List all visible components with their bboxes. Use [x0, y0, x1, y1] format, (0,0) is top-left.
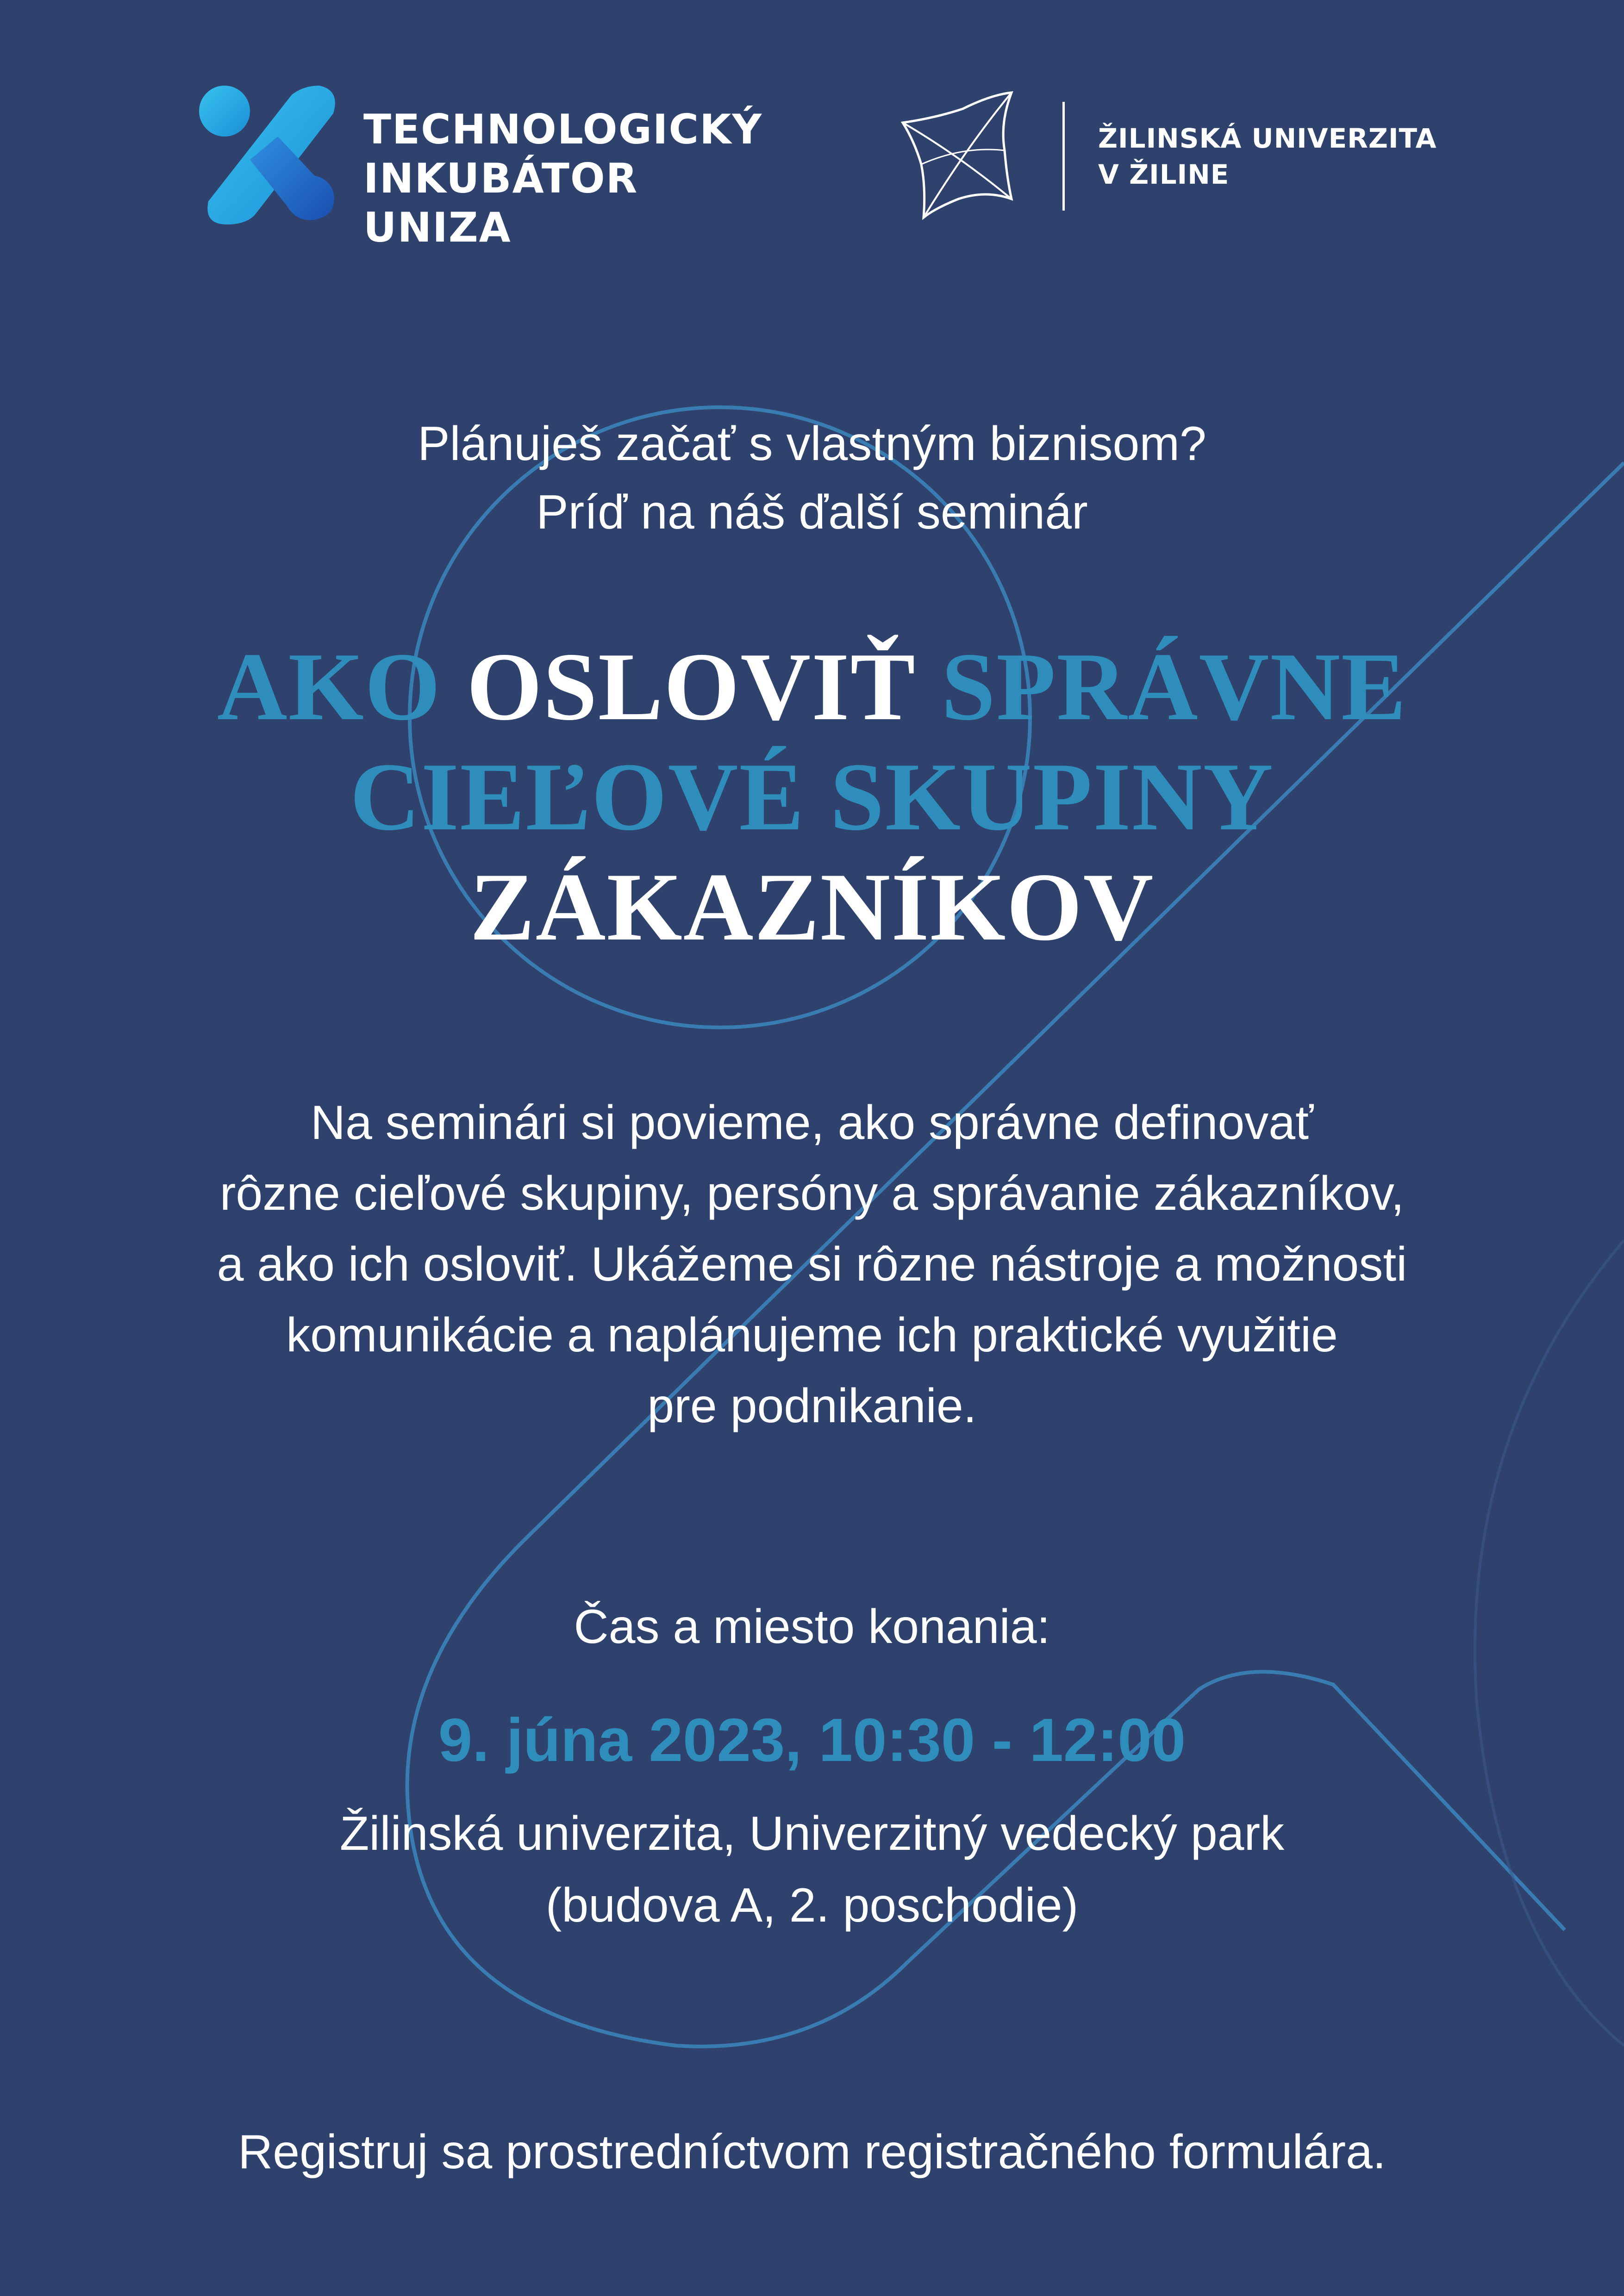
incubator-logo-name — [363, 105, 801, 252]
place-line1: Žilinská univerzita, Univerzitný vedecký park — [339, 1807, 1285, 1860]
description-line5: pre podnikanie. — [647, 1379, 977, 1433]
intro-text — [0, 410, 1624, 547]
incubator-logo — [199, 86, 801, 251]
title-word-spravne: SPRÁVNE — [941, 633, 1407, 740]
university-logo-name — [1098, 120, 1437, 193]
event-place — [0, 1798, 1624, 1941]
description-line3: a ako ich osloviť. Ukážeme si rôzne nástroje a možnosti — [217, 1238, 1407, 1291]
description-line2: rôzne cieľové skupiny, persóny a správanie zákazníkov, — [219, 1167, 1405, 1220]
description-line4: komunikácie a naplánujeme ich praktické využitie — [286, 1308, 1338, 1362]
title-line1 — [0, 632, 1624, 742]
place-line2: (budova A, 2. poschodie) — [545, 1879, 1079, 1932]
incubator-name-line2: INKUBÁTOR UNIZA — [363, 155, 638, 251]
title-word-oslovit: OSLOVIŤ — [466, 633, 916, 740]
university-star-icon — [898, 90, 1018, 220]
description-line1: Na seminári si povieme, ako správne definovať — [310, 1096, 1314, 1150]
registration-text: Registruj sa prostredníctvom registračného formulára. — [238, 2125, 1386, 2179]
title-line3: ZÁKAZNÍKOV — [469, 853, 1155, 961]
intro-line2: Príď na náš ďalší seminár — [536, 485, 1088, 539]
seminar-description — [0, 1088, 1624, 1442]
title-word-ako: AKO — [217, 633, 442, 740]
university-logo — [898, 90, 1454, 224]
logo-divider — [1062, 102, 1065, 211]
seminar-title — [0, 632, 1624, 962]
event-label: Čas a miesto konania: — [574, 1600, 1050, 1654]
university-name-line1: ŽILINSKÁ UNIVERZITA — [1098, 123, 1437, 154]
incubator-logo-icon — [199, 86, 338, 224]
event-date: 9. júna 2023, 10:30 - 12:00 — [438, 1706, 1186, 1774]
university-name-line2: V ŽILINE — [1098, 159, 1230, 190]
intro-line1: Plánuješ začať s vlastným biznisom? — [418, 417, 1206, 471]
title-line2: CIEĽOVÉ SKUPINY — [350, 743, 1274, 851]
incubator-name-line1: TECHNOLOGICKÝ — [363, 106, 763, 153]
